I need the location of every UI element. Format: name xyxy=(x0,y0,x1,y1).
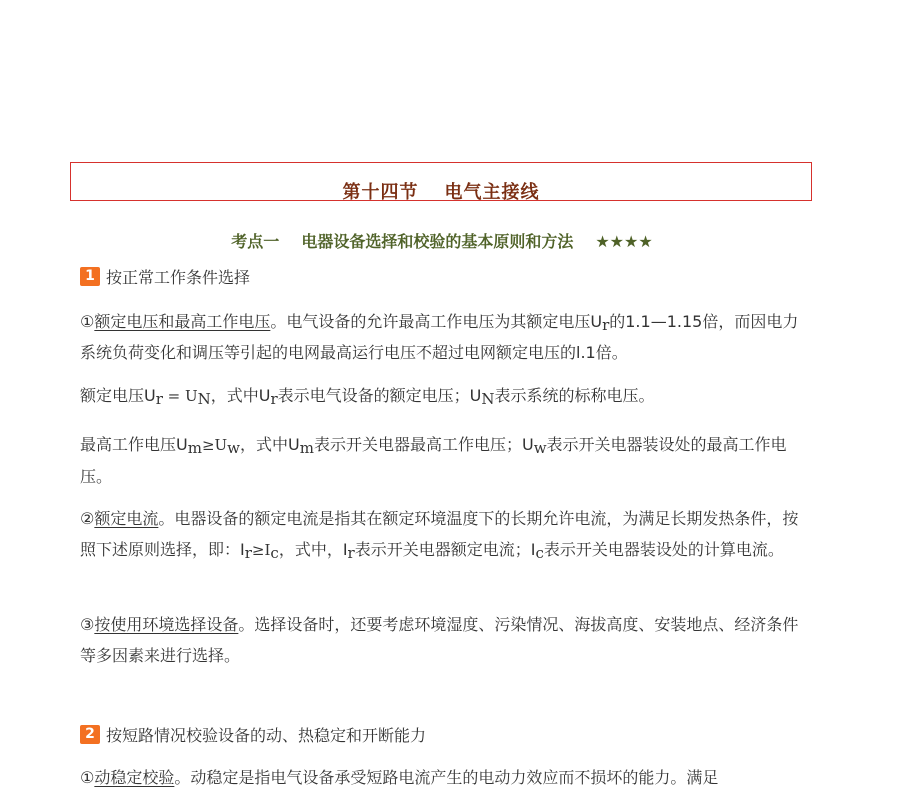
subscript: r xyxy=(155,390,163,408)
subscript: N xyxy=(481,390,495,408)
paragraph-text: 额定电压U xyxy=(80,386,156,405)
formula-text: = U xyxy=(162,387,198,405)
subscript: r xyxy=(347,544,355,562)
exam-point-subtitle: 电器设备选择和校验的基本原则和方法 xyxy=(301,232,574,251)
paragraph-rated-voltage xyxy=(80,306,808,368)
heading-1-text: 按正常工作条件选择 xyxy=(106,268,251,287)
paragraph-text: ，式中U xyxy=(210,386,271,405)
paragraph-text: 。电气设备的允许最高工作电压为其额定电压U xyxy=(270,312,603,331)
subscript: r xyxy=(602,316,610,334)
underlined-term: 额定电流 xyxy=(94,509,159,528)
subscript: w xyxy=(227,439,241,457)
paragraph-rated-current xyxy=(80,503,808,566)
formula-text: ≥U xyxy=(201,436,228,454)
rating-stars: ★★★★ xyxy=(595,232,653,251)
paragraph-text: 。电器设备的额定电流是指其在额定环境温度下的长期允许电流，为满足长期发热条件，按照下述原则选择，即：I xyxy=(80,509,799,559)
list-marker: ① xyxy=(80,768,95,787)
number-badge: 2 xyxy=(80,725,100,744)
paragraph-max-voltage-formula xyxy=(80,429,808,492)
exam-point-title xyxy=(0,229,884,252)
formula-text: ≥I xyxy=(251,541,271,559)
paragraph-environment xyxy=(80,609,808,671)
underlined-term: 动稳定校验 xyxy=(94,768,175,787)
paragraph-text: 表示开关电器装设处的计算电流。 xyxy=(543,540,784,559)
paragraph-text: 表示系统的标称电压。 xyxy=(494,386,655,405)
paragraph-text: 表示开关电器最高工作电压；U xyxy=(313,435,534,454)
paragraph-text: 表示开关电器装设处的最高工作电压。 xyxy=(80,435,787,486)
number-badge: 1 xyxy=(80,267,100,286)
subscript: c xyxy=(270,544,279,562)
paragraph-rated-voltage-formula xyxy=(80,380,808,412)
section-title xyxy=(71,178,811,204)
paragraph-text: ，式中，I xyxy=(278,540,348,559)
subscript: w xyxy=(533,439,547,457)
paragraph-dynamic-stability xyxy=(80,762,808,793)
section-title-box xyxy=(70,162,812,201)
subscript: m xyxy=(187,439,202,457)
underlined-term: 按使用环境选择设备 xyxy=(94,615,239,634)
list-marker: ① xyxy=(80,312,95,331)
paragraph-text: 。选择设备时，还要考虑环境湿度、污染情况、海拔高度、安装地点、经济条件等多因素来进行选择。 xyxy=(80,615,799,665)
subscript: m xyxy=(299,439,314,457)
subscript: r xyxy=(270,390,278,408)
heading-1 xyxy=(80,265,250,288)
list-marker: ③ xyxy=(80,615,95,634)
paragraph-text: ，式中U xyxy=(240,435,300,454)
heading-2-text: 按短路情况校验设备的动、热稳定和开断能力 xyxy=(106,726,427,745)
list-marker: ② xyxy=(80,509,95,528)
paragraph-text: 的1.1—1.15倍，而因电力系统负荷变化和调压等引起的电网最高运行电压不超过电网额定电压的l.1倍。 xyxy=(80,312,799,362)
paragraph-text: 。动稳定是指电气设备承受短路电流产生的电动力效应而不损坏的能力。满足 xyxy=(174,768,719,787)
subscript: c xyxy=(535,544,544,562)
paragraph-text: 最高工作电压U xyxy=(80,435,188,454)
underlined-term: 额定电压和最高工作电压 xyxy=(94,312,271,331)
paragraph-text: 表示开关电器额定电流；I xyxy=(354,540,536,559)
heading-2 xyxy=(80,723,426,746)
section-name: 电气主接线 xyxy=(444,182,540,203)
subscript: r xyxy=(244,544,252,562)
section-number: 第十四节 xyxy=(342,182,419,203)
exam-point-label: 考点一 xyxy=(231,232,280,251)
paragraph-text: 表示电气设备的额定电压；U xyxy=(277,386,482,405)
subscript: N xyxy=(197,390,211,408)
